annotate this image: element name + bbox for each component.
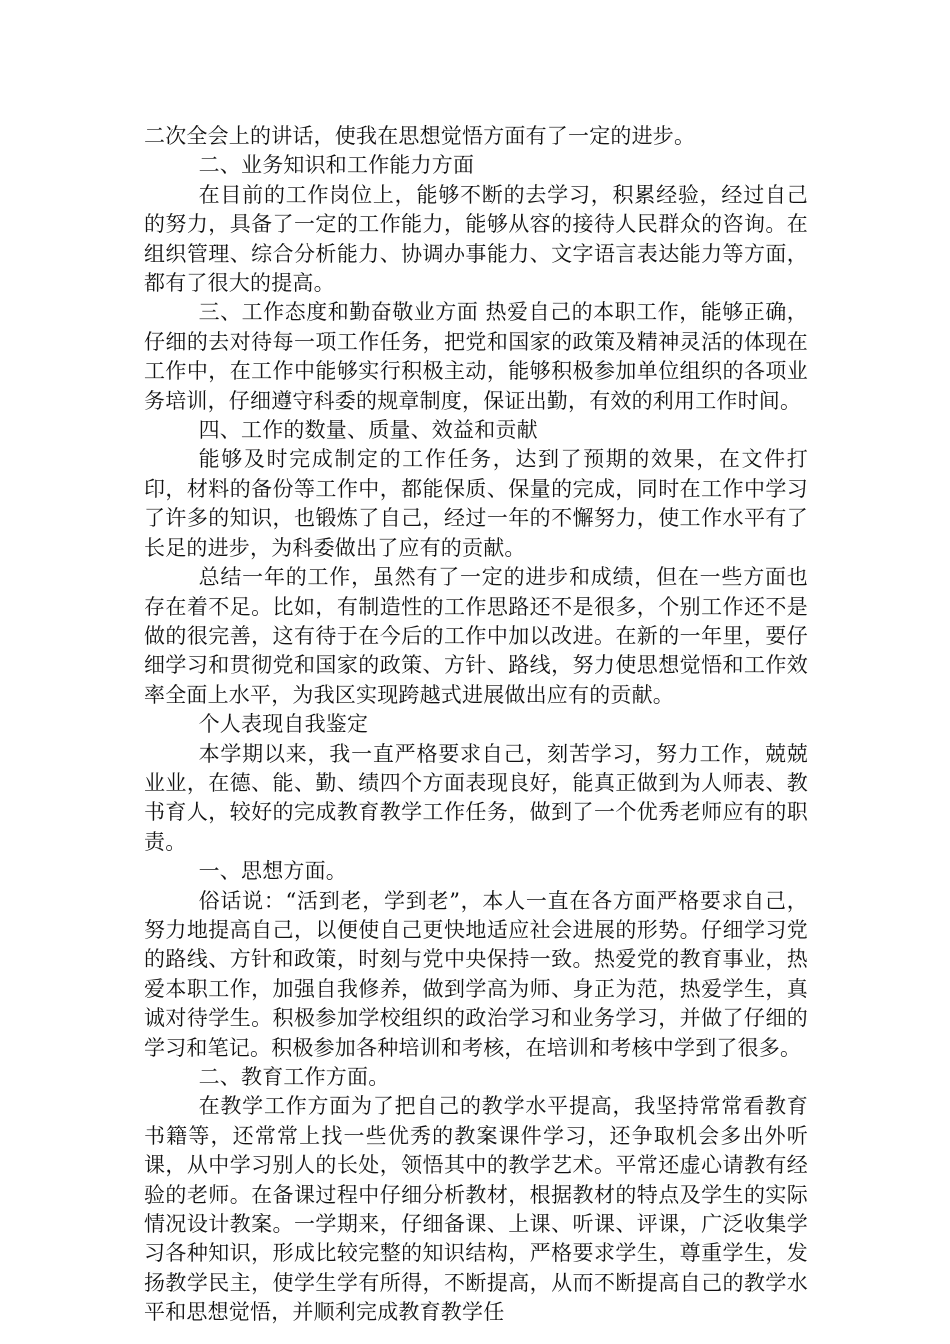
paragraph-ideology: 俗话说：“活到老，学到老”，本人一直在各方面严格要求自己，努力地提高自己，以便使自己更快地适应社会进展的形势。仔细学习党的路线、方针和政策，时刻与党中央保持一致。热爱党的教育事业，热爱本职工作，加强自我修养，做到学高为师、身正为范，热爱学生，真诚对待学生。积极参加学校组织的政治学习和业务学习，并做了仔细的学习和笔记。积极参加各种培训和考核，在培训和考核中学到了很多。 (144, 888, 808, 1060)
paragraph-work-results: 能够及时完成制定的工作任务，达到了预期的效果，在文件打印，材料的备份等工作中，都能保质、保量的完成，同时在工作中学习了许多的知识，也锻炼了自己，经过一年的不懈努力，使工作水平有了长足的进步，为科委做出了应有的贡献。 (144, 447, 808, 560)
section-heading-work-quantity-quality: 四、工作的数量、质量、效益和贡献 (198, 418, 538, 443)
paragraph-year-summary: 总结一年的工作，虽然有了一定的进步和成绩，但在一些方面也存在着不足。比如，有制造性的工作思路还不是很多，个别工作还不是做的很完善，这有待于在今后的工作中加以改进。在新的一年里，要仔细学习和贯彻党和国家的政策、方针、路线，努力使思想觉悟和工作效率全面上水平，为我区实现跨越式进展做出应有的贡献。 (144, 565, 808, 707)
paragraph-work-attitude: 三、工作态度和勤奋敬业方面 热爱自己的本职工作，能够正确，仔细的去对待每一项工作任务，把党和国家的政策及精神灵活的体现在工作中，在工作中能够实行积极主动，能够积极参加单位组织的各项业务培训，仔细遵守科委的规章制度，保证出勤，有效的利用工作时间。 (144, 300, 808, 413)
paragraph-work-ability: 在目前的工作岗位上，能够不断的去学习，积累经验，经过自己的努力，具备了一定的工作能力，能够从容的接待人民群众的咨询。在组织管理、综合分析能力、协调办事能力、文字语言表达能力等方面，都有了很大的提高。 (144, 182, 808, 296)
paragraph-semester-overview: 本学期以来，我一直严格要求自己，刻苦学习，努力工作，兢兢业业，在德、能、勤、绩四个方面表现良好，能真正做到为人师表、教书育人，较好的完成教育教学工作任务，做到了一个优秀老师应有的职责。 (144, 741, 808, 854)
paragraph-education-work: 在教学工作方面为了把自己的教学水平提高，我坚持常常看教育书籍等，还常常上找一些优秀的教案课件学习，还争取机会多出外听课，从中学习别人的长处，领悟其中的教学艺术。平常还虚心请教有经验的老师。在备课过程中仔细分析教材，根据教材的特点及学生的实际情况设计教案。一学期来，仔细备课、上课、听课、评课，广泛收集学习各种知识，形成比较完整的知识结构，严格要求学生，尊重学生，发扬教学民主，使学生学有所得，不断提高，从而不断提高自己的教学水平和思想觉悟，并顺利完成教育教学任 (144, 1094, 808, 1325)
document-body (144, 122, 808, 1328)
section-heading-self-appraisal: 个人表现自我鉴定 (198, 712, 369, 737)
paragraph-continued: 二次全会上的讲话，使我在思想觉悟方面有了一定的进步。 (144, 124, 696, 148)
section-heading-education-work: 二、教育工作方面。 (198, 1065, 390, 1089)
section-heading-business-knowledge: 二、业务知识和工作能力方面 (198, 153, 475, 178)
section-heading-ideology: 一、思想方面。 (198, 859, 347, 884)
